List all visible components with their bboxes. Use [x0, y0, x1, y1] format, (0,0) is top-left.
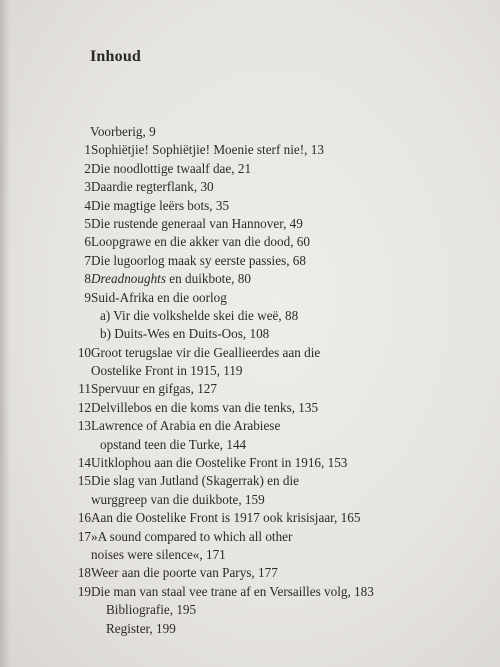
toc-entry [0, 417, 500, 435]
toc-entry-text: noises were silence«, 171 [91, 546, 226, 562]
toc-entry-number: 5 [84, 215, 91, 231]
toc-entry [0, 141, 500, 159]
toc-entry-text [91, 270, 251, 288]
toc-entry [0, 454, 500, 472]
toc-entry-text: Sophiëtjie! Sophiëtjie! Moenie sterf nie!, 13 [91, 142, 324, 158]
toc-entry-number: 4 [84, 197, 91, 213]
toc-entry [0, 197, 500, 215]
toc-entry-number: 7 [84, 252, 91, 268]
toc-entry-text: Aan die Oostelike Front is 1917 ook krisisjaar, 165 [91, 510, 361, 526]
toc-entry-text: Suid-Afrika en die oorlog [91, 289, 227, 305]
toc-entry-text: Uitklophou aan die Oostelike Front in 1916, 153 [91, 455, 348, 471]
toc-entry-text: Die man van staal vee trane af en Versailles volg, 183 [91, 583, 374, 599]
toc-entry-text: Weer aan die poorte van Parys, 177 [91, 565, 278, 581]
toc-entry [0, 252, 500, 270]
toc-entry-text: b) Duits-Wes en Duits-Oos, 108 [100, 326, 270, 342]
toc-entry [0, 583, 500, 601]
toc-entry-number: 10 [77, 344, 91, 360]
toc-entry-text: Register, 199 [106, 620, 176, 636]
toc-entry [0, 344, 500, 362]
toc-entry [0, 123, 500, 141]
toc-entry [0, 491, 500, 509]
toc-entry-number: 15 [77, 473, 91, 489]
toc-entry-text: Spervuur en gifgas, 127 [91, 381, 217, 397]
toc-entry [0, 289, 500, 307]
toc-entry [0, 307, 500, 325]
toc-entry-italic-title: Dreadnoughts [91, 271, 166, 287]
toc-entry [0, 325, 500, 343]
toc-entry [0, 528, 500, 546]
toc-entry-number: 16 [77, 510, 91, 526]
toc-entry-text: opstand teen die Turke, 144 [100, 436, 247, 452]
toc-entry-number: 14 [77, 455, 91, 471]
toc-entry-number: 3 [84, 179, 91, 195]
toc-entry-number: 12 [77, 399, 91, 415]
page-title: Inhoud [90, 48, 142, 65]
toc-entry-text: Die slag van Jutland (Skagerrak) en die [91, 473, 299, 489]
toc-entry [0, 178, 500, 196]
toc-entry [0, 620, 500, 638]
toc-entry-number: 17 [77, 528, 91, 544]
toc-entry-text: Voorberig, 9 [90, 124, 156, 139]
toc-entry-text: Daardie regterflank, 30 [91, 179, 214, 195]
toc-entry [0, 399, 500, 417]
toc-entry [0, 380, 500, 398]
toc-entry [0, 472, 500, 490]
toc-entry-text-rest: en duikbote, 80 [165, 271, 251, 287]
toc-entry-text: Loopgrawe en die akker van die dood, 60 [91, 234, 310, 250]
toc-entry-number: 1 [84, 142, 91, 158]
toc-entry [0, 546, 500, 564]
toc-entry [0, 233, 500, 251]
table-of-contents [0, 123, 500, 638]
toc-entry-text: Die noodlottige twaalf dae, 21 [91, 160, 252, 176]
toc-entry-text: Die lugoorlog maak sy eerste passies, 68 [91, 252, 306, 268]
toc-entry-text: a) Vir die volkshelde skei die weë, 88 [100, 307, 299, 323]
toc-entry-text: wurggreep van die duikbote, 159 [91, 491, 265, 507]
toc-entry-number: 18 [77, 565, 91, 581]
toc-entry-text: »A sound compared to which all other [91, 528, 293, 544]
toc-entry [0, 564, 500, 582]
toc-entry [0, 215, 500, 233]
toc-entry-text: Lawrence of Arabia en die Arabiese [91, 418, 281, 434]
toc-entry [0, 601, 500, 619]
toc-entry-number: 11 [78, 381, 91, 397]
toc-entry [0, 509, 500, 527]
toc-entry-number: 9 [84, 289, 91, 305]
toc-entry-number: 13 [77, 418, 91, 434]
toc-entry-number: 8 [84, 271, 91, 287]
toc-entry [0, 436, 500, 454]
toc-entry [0, 362, 500, 380]
toc-entry-text: Die magtige leërs bots, 35 [91, 197, 230, 213]
toc-entry-number: 2 [84, 160, 91, 176]
toc-entry-text: Delvillebos en die koms van die tenks, 135 [91, 399, 319, 415]
toc-entry-number: 19 [77, 583, 91, 599]
toc-entry [0, 270, 500, 288]
toc-entry-text: Oostelike Front in 1915, 119 [91, 363, 243, 379]
toc-entry [0, 160, 500, 178]
toc-entry-text: Die rustende generaal van Hannover, 49 [91, 215, 303, 231]
toc-entry-text: Bibliografie, 195 [106, 602, 197, 618]
toc-entry-text: Groot terugslae vir die Geallieerdes aan die [91, 344, 321, 360]
toc-entry-number: 6 [84, 234, 91, 250]
